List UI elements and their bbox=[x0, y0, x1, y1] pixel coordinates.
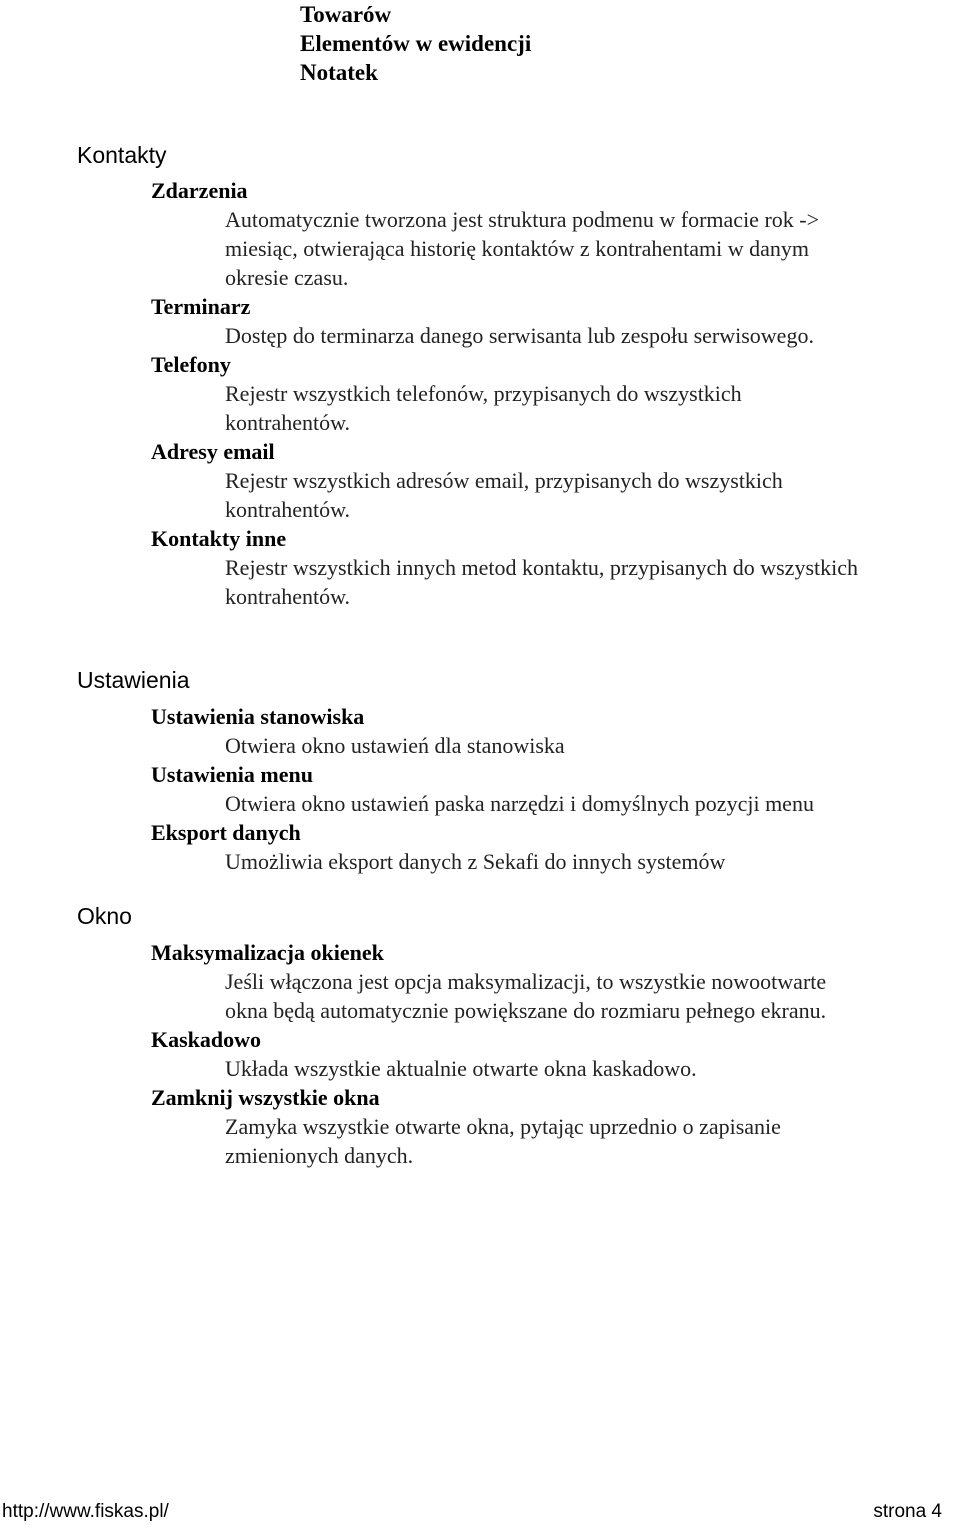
description-line: Układa wszystkie aktualnie otwarte okna kaskadowo. bbox=[225, 1056, 697, 1081]
description-line: Rejestr wszystkich innych metod kontaktu, przypisanych do wszystkich bbox=[225, 555, 858, 580]
description-line: Automatycznie tworzona jest struktura podmenu w formacie rok -> bbox=[225, 207, 819, 232]
list-item: Notatek bbox=[300, 60, 378, 85]
description-line: Jeśli włączona jest opcja maksymalizacji, to wszystkie nowootwarte bbox=[225, 969, 827, 994]
entry-description bbox=[151, 379, 951, 437]
description-line: Umożliwia eksport danych z Sekafi do innych systemów bbox=[225, 849, 726, 874]
list-item: Towarów bbox=[300, 2, 392, 27]
list-item: Elementów w ewidencji bbox=[300, 31, 532, 56]
description-line: okresie czasu. bbox=[225, 265, 349, 290]
entry-description bbox=[151, 731, 951, 760]
entry-description bbox=[151, 321, 951, 350]
entry-title: Telefony bbox=[151, 352, 231, 377]
section-body-ustawienia bbox=[151, 702, 951, 876]
footer-url[interactable]: http://www.fiskas.pl/ bbox=[2, 1501, 169, 1522]
entry-description bbox=[151, 1112, 951, 1170]
entry-title: Terminarz bbox=[151, 294, 251, 319]
entry-description bbox=[151, 789, 951, 818]
entry-title: Kontakty inne bbox=[151, 526, 287, 551]
description-line: Rejestr wszystkich telefonów, przypisanych do wszystkich bbox=[225, 381, 742, 406]
entry-description bbox=[151, 553, 951, 611]
description-line: zmienionych danych. bbox=[225, 1143, 414, 1168]
description-line: Dostęp do terminarza danego serwisanta lub zespołu serwisowego. bbox=[225, 323, 814, 348]
entry-title: Ustawienia stanowiska bbox=[151, 704, 365, 729]
entry-description bbox=[151, 205, 951, 292]
entry-description bbox=[151, 847, 951, 876]
entry-description bbox=[151, 967, 951, 1025]
section-heading-okno: Okno bbox=[77, 903, 132, 929]
section-body-okno bbox=[151, 938, 951, 1170]
entry-description bbox=[151, 466, 951, 524]
description-line: Otwiera okno ustawień dla stanowiska bbox=[225, 733, 565, 758]
section-heading-ustawienia: Ustawienia bbox=[77, 667, 190, 693]
entry-title: Zamknij wszystkie okna bbox=[151, 1085, 380, 1110]
entry-title: Zdarzenia bbox=[151, 178, 248, 203]
section-heading-kontakty: Kontakty bbox=[77, 142, 167, 168]
description-line: Zamyka wszystkie otwarte okna, pytając uprzednio o zapisanie bbox=[225, 1114, 781, 1139]
description-line: kontrahentów. bbox=[225, 497, 351, 522]
section-body-kontakty bbox=[151, 176, 951, 611]
description-line: kontrahentów. bbox=[225, 584, 351, 609]
entry-title: Eksport danych bbox=[151, 820, 301, 845]
entry-title: Maksymalizacja okienek bbox=[151, 940, 384, 965]
description-line: Rejestr wszystkich adresów email, przypisanych do wszystkich bbox=[225, 468, 783, 493]
entry-description bbox=[151, 1054, 951, 1083]
entry-title: Adresy email bbox=[151, 439, 275, 464]
entry-title: Ustawienia menu bbox=[151, 762, 313, 787]
description-line: miesiąc, otwierająca historię kontaktów z kontrahentami w danym bbox=[225, 236, 810, 261]
description-line: kontrahentów. bbox=[225, 410, 351, 435]
entry-title: Kaskadowo bbox=[151, 1027, 262, 1052]
description-line: okna będą automatycznie powiększane do rozmiaru pełnego ekranu. bbox=[225, 998, 827, 1023]
description-line: Otwiera okno ustawień paska narzędzi i domyślnych pozycji menu bbox=[225, 791, 814, 816]
continued-list bbox=[300, 0, 531, 87]
page-number: strona 4 bbox=[873, 1501, 942, 1522]
